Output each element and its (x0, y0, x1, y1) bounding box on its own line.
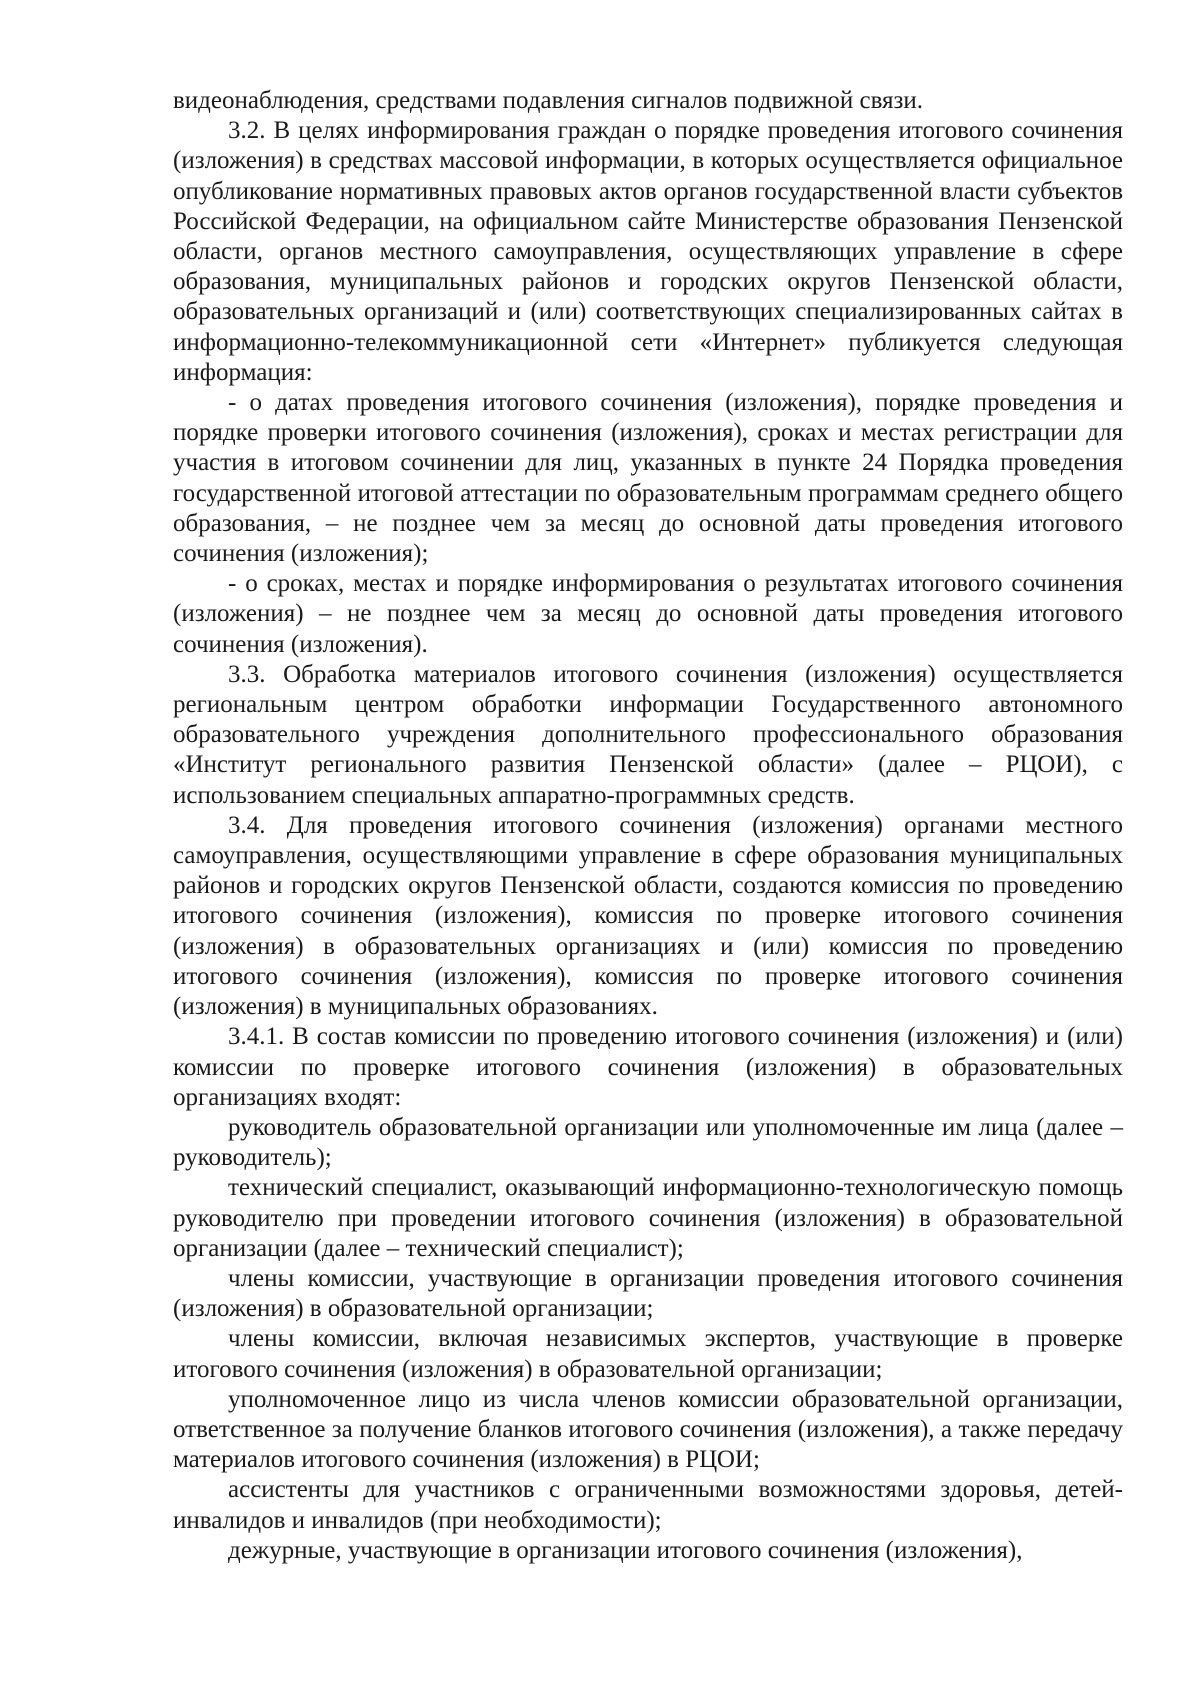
paragraph-3-4: 3.4. Для проведения итогового сочинения (изложения) органами местного самоуправления, осуществляющими управление в сфере образования муниципальных районов и городских округов Пензенской области, создаются комиссия по проведению итогового сочинения (изложения), комиссия по проверке итогового сочинения (изложения) в образовательных организациях и (или) комиссия по проведению итогового сочинения (изложения), комиссия по проверке итогового сочинения (изложения) в муниципальных образованиях. (173, 811, 1123, 1021)
document-body (173, 86, 1123, 1566)
list-item-duty-staff: дежурные, участвующие в организации итогового сочинения (изложения), (228, 1536, 1023, 1564)
list-item-assistants: ассистенты для участников с ограниченными возможностями здоровья, детей-инвалидов и инвалидов (при необходимости); (173, 1476, 1123, 1534)
paragraph-3-2: 3.2. В целях информирования граждан о порядке проведения итогового сочинения (изложения) в средствах массовой информации, в которых осуществляется официальное опубликование нормативных правовых актов органов государственной власти субъектов Российской Федерации, на официальном сайте Министерстве образования Пензенской области, органов местного самоуправления, осуществляющих управление в сфере образования, муниципальных районов и городских округов Пензенской области, образовательных организаций и (или) соответствующих специализированных сайтах в информационно-телекоммуникационной сети «Интернет» публикуется следующая информация: (173, 117, 1123, 386)
paragraph-info-dates: - о датах проведения итогового сочинения (изложения), порядке проведения и порядке проверки итогового сочинения (изложения), сроках и местах регистрации для участия в итоговом сочинении для лиц, указанных в пункте 24 Порядка проведения государственной итоговой аттестации по образовательным программам среднего общего образования, – не позднее чем за месяц до основной даты проведения итогового сочинения (изложения); (173, 389, 1123, 568)
list-item-authorized-person: уполномоченное лицо из числа членов комиссии образовательной организации, ответственное за получение бланков итогового сочинения (изложения), а также передачу материалов итогового сочинения (изложения) в РЦОИ; (173, 1385, 1123, 1474)
paragraph-3-4-1: 3.4.1. В состав комиссии по проведению итогового сочинения (изложения) и (или) комиссии по проверке итогового сочинения (изложения) в образовательных организациях входят: (173, 1023, 1123, 1111)
paragraph-3-3: 3.3. Обработка материалов итогового сочинения (изложения) осуществляется региональным центром обработки информации Государственного автономного образовательного учреждения дополнительного профессионального образования «Институт регионального развития Пензенской области» (далее – РЦОИ), с использованием специальных аппаратно-программных средств. (173, 660, 1123, 809)
list-item-commission-experts: члены комиссии, включая независимых экспертов, участвующие в проверке итогового сочинения (изложения) в образовательной организации; (173, 1325, 1123, 1383)
list-item-commission-organizers: члены комиссии, участвующие в организации проведения итогового сочинения (изложения) в образовательной организации; (173, 1264, 1123, 1323)
paragraph-info-results: - о сроках, местах и порядке информирования о результатах итогового сочинения (изложения) – не позднее чем за месяц до основной даты проведения итогового сочинения (изложения). (173, 570, 1123, 658)
list-item-head: руководитель образовательной организации или уполномоченные им лица (далее – руководитель); (173, 1113, 1123, 1172)
list-item-tech-specialist: технический специалист, оказывающий информационно-технологическую помощь руководителю при проведении итогового сочинения (изложения) в образовательной организации (далее – технический специалист); (173, 1174, 1123, 1262)
paragraph-continuation: видеонаблюдения, средствами подавления сигналов подвижной связи. (173, 87, 924, 114)
